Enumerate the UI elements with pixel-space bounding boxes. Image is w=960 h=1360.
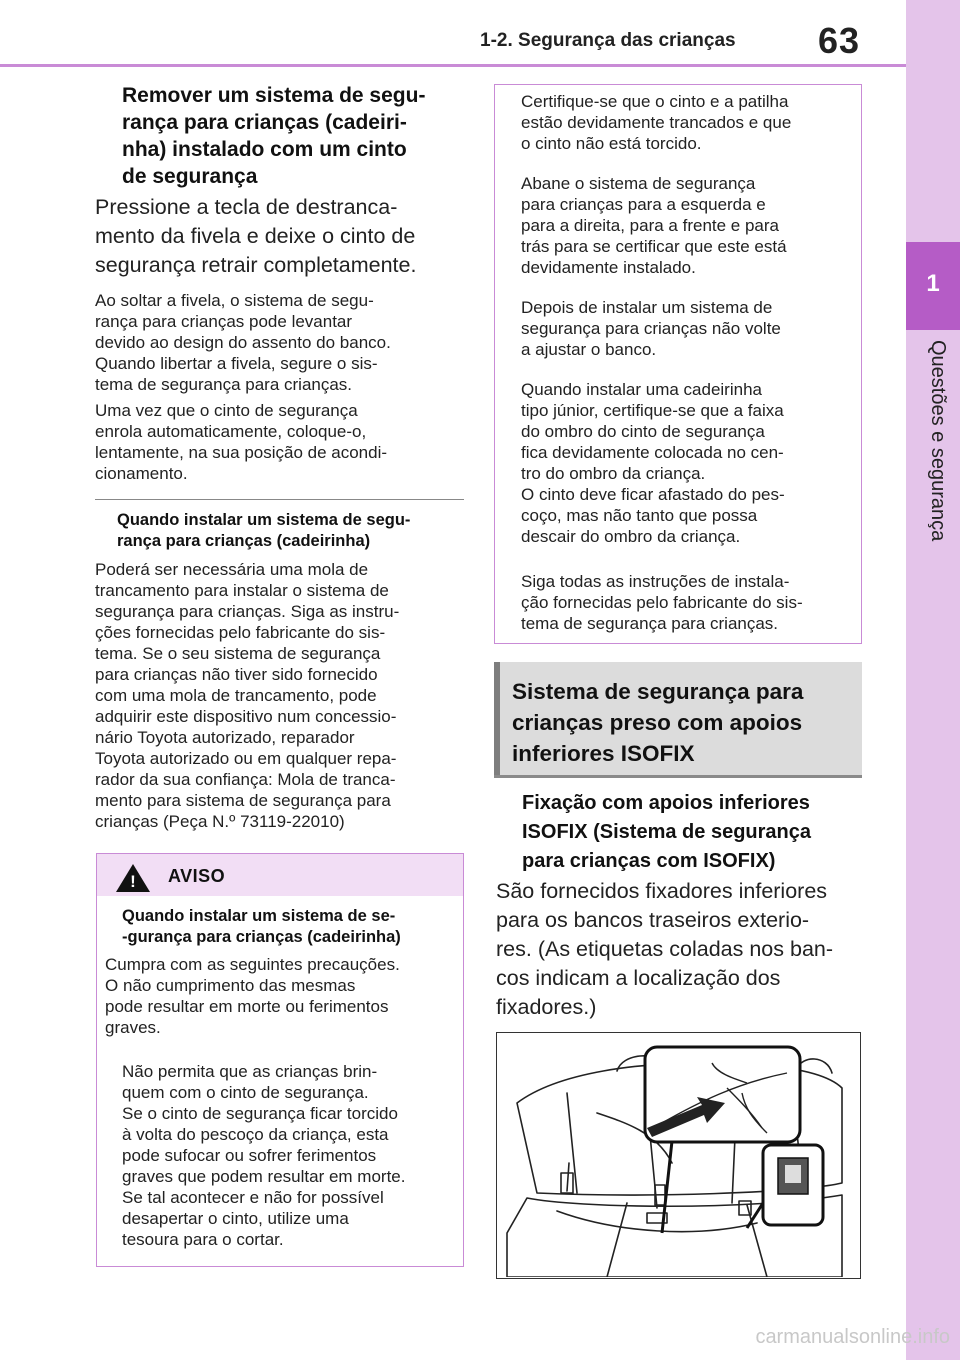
warning-subheading: Quando instalar um sistema de se- -gurança para crianças (cadeirinha)	[122, 907, 401, 946]
install-body: Poderá ser necessária uma mola de trancamento para instalar o sistema de segurança para crianças. Siga as instru- ções fornecidas pelo fabricante do sis- tema. Se o seu sistema de segurança para crianças não tiver sido fornecido com uma mola de trancamento, pode adquirir este dispositivo num concessio- nário Toyota autorizado, reparador Toyota autorizado ou em qualquer repa- rador da sua confiança: Mola de tranca- mento para sistema de segurança para crianças (Peça N.º 73119-22010)	[95, 560, 400, 831]
remove-lead: Pressione a tecla de destranca- mento da fivela e deixe o cinto de segurança retrair completamente.	[95, 195, 417, 277]
chapter-number: 1	[926, 270, 940, 297]
side-tab-strip	[906, 0, 960, 1360]
warning-title: AVISO	[168, 866, 226, 886]
warning-header	[97, 854, 463, 896]
precautions-box	[494, 84, 862, 644]
precaution-no-adjust: Depois de instalar um sistema de segurança para crianças não volte a ajustar o banco.	[521, 298, 781, 359]
install-heading: Quando instalar um sistema de segu- rança para crianças (cadeirinha)	[117, 511, 411, 550]
precaution-manufacturer: Siga todas as instruções de instala- ção fornecidas pelo fabricante do sis- tema de segurança para crianças.	[521, 572, 803, 633]
section-header-underline	[494, 775, 862, 778]
watermark: carmanualsonline.info	[755, 1326, 950, 1348]
rear-seat-illustration	[496, 1032, 861, 1279]
chapter-label: Questões e segurança	[927, 340, 949, 542]
precaution-junior-seat: Quando instalar uma cadeirinha tipo júnior, certifique-se que a faixa do ombro do cinto de segurança fica devidamente colocada no cen- tro do ombro da criança. O cinto deve ficar afastado do pes- coço, mas não tanto que possa descair do ombro da criança.	[521, 380, 785, 546]
section-divider	[95, 499, 464, 500]
page-number: 63	[818, 20, 861, 61]
isofix-subheading: Fixação com apoios inferiores ISOFIX (Sistema de segurança para crianças com ISOFIX)	[522, 792, 811, 872]
precaution-shake-seat: Abane o sistema de segurança para crianças para a esquerda e para a direita, para a frente e para trás para se certificar que este está devidamente instalado.	[521, 174, 787, 277]
precaution-belt-locked: Certifique-se que o cinto e a patilha estão devidamente trancados e que o cinto não está torcido.	[521, 92, 792, 153]
warning-intro: Cumpra com as seguintes precauções. O não cumprimento das mesmas pode resultar em morte ou ferimentos graves.	[105, 955, 400, 1037]
isofix-section-title: Sistema de segurança para crianças preso com apoios inferiores ISOFIX	[512, 679, 804, 766]
isofix-lead: São fornecidos fixadores inferiores para os bancos traseiros exterio- res. (As etiquetas coladas nos ban- cos indicam a localização dos fixadores.)	[496, 879, 834, 1019]
remove-note-2: Uma vez que o cinto de segurança enrola automaticamente, coloque-o, lentamente, na sua posição de acondi- cionamento.	[95, 401, 388, 483]
warning-item: Não permita que as crianças brin- quem com o cinto de segurança. Se o cinto de segurança ficar torcido à volta do pescoço da criança, esta pode sufocar ou sofrer ferimentos graves que podem resultar em morte. Se tal acontecer e não for possível desapertar o cinto, utilize uma tesoura para o cortar.	[122, 1062, 406, 1249]
section-title: 1-2. Segurança das crianças	[480, 30, 736, 51]
header-divider	[0, 64, 906, 67]
remove-note-1: Ao soltar a fivela, o sistema de segu- rança para crianças pode levantar devido ao design do assento do banco. Quando libertar a fivela, segure o sis- tema de segurança para crianças.	[95, 291, 391, 394]
rear-seat-drawing	[497, 1033, 859, 1277]
remove-heading: Remover um sistema de segu- rança para crianças (cadeiri- nha) instalado com um cinto de segurança	[122, 84, 426, 188]
warning-exclamation-mark: !	[130, 872, 136, 891]
